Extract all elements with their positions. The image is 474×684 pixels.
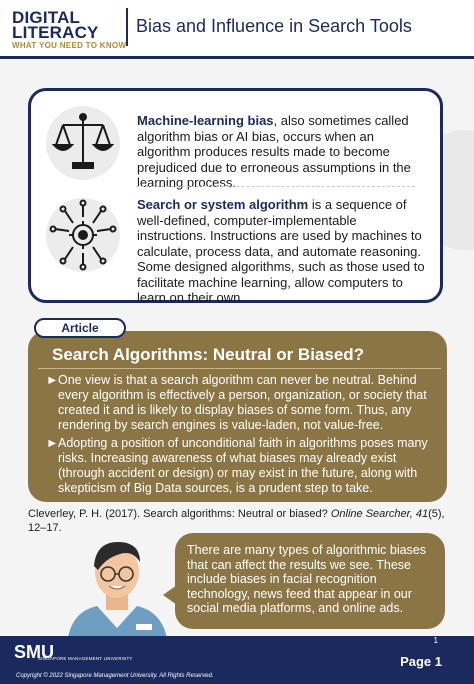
page-number: 1 <box>433 636 438 645</box>
term-machine-learning-bias: Machine-learning bias <box>137 113 274 128</box>
definitions-card <box>28 88 443 303</box>
bullet-arrow-icon: ► <box>46 373 59 387</box>
brand-line1: DIGITAL <box>12 8 81 27</box>
presenter-avatar <box>62 532 172 644</box>
article-box <box>28 331 447 502</box>
definition-text: is a sequence of well-defined, computer-implementable instructions. Instructions are used by machines to calculate, process data, and automate reasoning. Some designed algorithms, such as those used to facilitate machine learning, allow computers to learn on their own. <box>137 197 425 305</box>
copyright: Copyright © 2022 Singapore Management University. All Rights Reserved. <box>16 673 214 679</box>
citation: Cleverley, P. H. (2017). Search algorithms: Neutral or biased? Online Searcher, 41(5), 12–17. <box>28 508 445 534</box>
brand-line2: LITERACY <box>12 23 99 42</box>
brand-logo <box>12 10 126 51</box>
smu-logo-subtitle: SINGAPORE MANAGEMENT UNIVERSITY <box>38 656 133 661</box>
page-header <box>0 0 474 60</box>
definition-text: , also sometimes called algorithm bias or AI bias, occurs when an algorithm produces results made to become prejudiced due to erroneous assumptions in the learning process. <box>137 113 411 190</box>
header-rule <box>0 56 474 59</box>
page-label: Page 1 <box>400 654 442 669</box>
header-divider <box>126 8 128 46</box>
article-bullet: ► Adopting a position of unconditional faith in algorithms poses many risks. Increasing awareness of what biases may already exist (through accident or design) or may exist in the future, along with skepticism of Big Data sources, is a prudent step to take. <box>46 436 428 495</box>
smu-logo: SMU <box>14 642 54 662</box>
page-footer <box>0 636 474 684</box>
definition-row <box>31 191 440 305</box>
brand-subtitle: WHAT YOU NEED TO KNOW <box>12 41 127 50</box>
page-title: Bias and Influence in Search Tools <box>136 16 412 36</box>
speech-text: There are many types of algorithmic biases that can affect the results we see. These include biases in facial recognition technology, news feed that appear in our social media platforms, and online ads. <box>187 543 426 615</box>
bullet-arrow-icon: ► <box>46 436 59 450</box>
article-tab: Article <box>34 318 126 338</box>
definition-row <box>31 101 440 191</box>
divider <box>136 186 415 187</box>
article-bullet: ► One view is that a search algorithm can never be neutral. Behind every algorithm is effectively a person, organization, or society that created it and is likely to display biases of some form. Thus, any rendering by search engines is value-laden, not value-free. <box>46 373 427 432</box>
article-rule <box>38 368 441 369</box>
article-title: Search Algorithms: Neutral or Biased? <box>52 345 365 364</box>
term-search-algorithm: Search or system algorithm <box>137 197 309 212</box>
speech-bubble <box>175 533 445 629</box>
journal-name: Online Searcher, 41 <box>330 508 429 520</box>
